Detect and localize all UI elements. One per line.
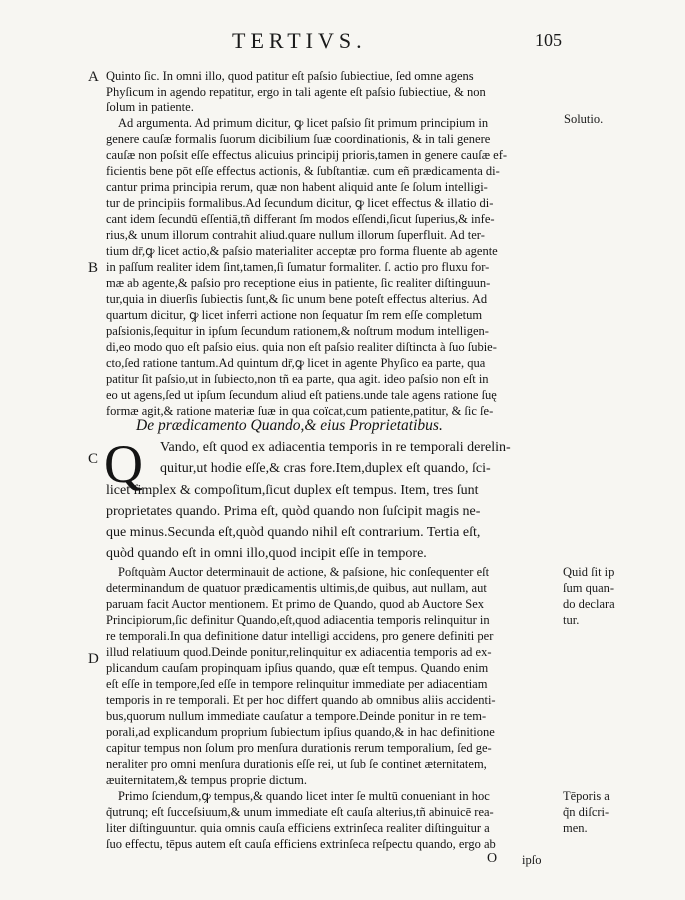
text-line: que minus.Secunda eſt,quòd quando nihil eſt contrarium. Tertia eſt, — [106, 525, 481, 540]
text-line: ficientis bene pōt eſſe effectus actionis, & ſubſtantiæ. cum eñ prædicamenta di- — [106, 164, 500, 178]
text-line: patitur ſit paſsio,ut in ſubiecto,non tñ ea parte, qua agit. ideo paſsio non eſt in — [106, 372, 489, 386]
text-line: licet ſimplex & compoſitum,ſicut duplex eſt tempus. Item, tres ſunt — [106, 483, 479, 498]
signature-mark: O — [487, 851, 498, 866]
section-heading: De prædicamento Quando,& eius Proprietatibus. — [136, 417, 443, 434]
text-line: quartum dicitur, ꝙ licet inferri actione non ſequatur ſm rem eſſe completum — [106, 308, 483, 322]
page-number: 105 — [535, 30, 562, 50]
text-line: Ad argumenta. Ad primum dicitur, ꝙ licet paſsio ſit primum principium in — [118, 116, 489, 130]
text-line: cant idem ſecundū eſſentiā,tñ differant ſm modos eſſendi,ſicut ſuperius,& infe- — [106, 212, 495, 226]
text-line: re temporali.In qua definitione datur intelligi accidens, pro genere definiti per — [106, 629, 494, 643]
text-line: rius,& unum illorum contrahit aliud.quare nullum illorum ſuperfluit. Ad ter- — [106, 228, 485, 242]
text-line: Quinto ſic. In omni illo, quod patitur eſt paſsio ſubiectiue, ſed omne agens — [106, 69, 474, 83]
text-line: paſsionis,ſequitur in ipſum ſecundum rationem,& noſtrum modum intelligen- — [106, 324, 489, 338]
text-line: ſolum in patiente. — [106, 100, 194, 114]
drop-cap-initial: Q — [104, 434, 143, 494]
section-marker-d: D — [88, 651, 99, 667]
text-line: cauſæ non poſsit eſſe effectus alicuius principij prioris,tamen in genere cauſæ ef- — [106, 148, 508, 162]
text-line: quòd quando eſt in omni illo,quod incipit eſſe in tempore. — [106, 546, 427, 561]
margin-note-line: Quid ſit ip — [563, 565, 615, 579]
margin-note-line: do declara — [563, 597, 615, 611]
text-line: Primo ſciendum,ꝙ tempus,& quando licet inter ſe multū conueniant in hoc — [118, 789, 490, 803]
text-line: proprietates quando. Prima eſt, quòd quando non ſuſcipit magis ne- — [106, 504, 481, 519]
text-line: Phyſicum in agendo repatitur, ergo in tali agente eſt paſsio ſubiectiue, & non — [106, 85, 486, 99]
section-marker-a: A — [88, 69, 99, 85]
text-line: Vando, eſt quod ex adiacentia temporis in re temporali derelin- — [160, 440, 511, 455]
text-line: determinandum de quatuor prædicamentis ultimis,de quibus, aut nullam, aut — [106, 581, 487, 595]
text-line: Principiorum,ſic definitur Quando,eſt,quod adiacentia temporis relinquitur in — [106, 613, 490, 627]
text-line: cto,ſed ratione tantum.Ad quintum dr̄,ꝙ licet in agente Phyſico ea parte, qua — [106, 356, 486, 370]
margin-note-line: men. — [563, 821, 588, 835]
text-line: genere cauſæ formalis ſuorum dicibilium ſuæ coordinationis, & in tali genere — [106, 132, 491, 146]
section-marker-b: B — [88, 260, 99, 276]
text-line: in paſſum realiter idem ſint,tamen,ſi ſumatur formaliter. ſ. actio pro fluxu for- — [106, 260, 490, 274]
catchword: ipſo — [522, 853, 542, 867]
text-line: Poſtquàm Auctor determinauit de actione, & paſsione, hic conſequenter eſt — [118, 565, 490, 579]
text-line: liter diſtinguuntur. quia omnis cauſa efficiens extrinſeca realiter diſtinguitur a — [106, 821, 490, 835]
text-line: di,eo modo quo eſt paſsio eius. quia non eſt paſsio realiter diſtincta à ſuo ſubie- — [106, 340, 497, 354]
text-line: q̃utrunq; eſt ſucceſsiuum,& unum immediate eſt cauſa alterius,tñ abinuicē rea- — [106, 805, 494, 819]
text-line: quitur,ut hodie eſſe,& cras fore.Item,duplex eſt quando, ſci- — [160, 461, 491, 476]
text-line: æuiternitatem,& tempus proprie dictum. — [106, 773, 308, 787]
text-line: ſuo effectu, tēpus autem eſt cauſa efficiens extrinſeca reſpectu quando, ergo ab — [106, 837, 496, 851]
text-line: formæ agit,& ratione materiæ ſuæ in qua coïcat,cum patiente,patitur, & ſic ſe- — [106, 404, 494, 418]
text-line: capitur tempus non ſolum pro menſura durationis rerum temporalium, ſed ge- — [106, 741, 492, 755]
section-marker-c: C — [88, 451, 99, 467]
text-line: cantur prima principia rerum, quæ non habent aliquid ante ſe ſolum intelligi- — [106, 180, 488, 194]
text-line: tium dr̄,ꝙ licet actio,& paſsio materialiter acceptæ pro forma fluente ab agente — [106, 244, 498, 258]
text-line: paruam facit Auctor mentionem. Et primo de Quando, quod ab Auctore Sex — [106, 597, 485, 611]
margin-note-line: ſum quan- — [563, 581, 615, 595]
text-line: temporis in re temporali. Et per hoc differt quando ab omnibus aliis accidenti- — [106, 693, 496, 707]
text-line: tur de principiis formalibus.Ad ſecundum dicitur, ꝙ licet effectus & illatio di- — [106, 196, 494, 210]
text-line: eſt eſſe in tempore,ſed eſſe in tempore relinquitur immediate per adiacentiam — [106, 677, 488, 691]
text-line: mæ ab agente,& paſsio pro receptione eius in patiente, ſic realiter diſtinguun- — [106, 276, 491, 290]
text-line: porali,ad explicandum proprium ſubiectum ipſius quando,& in hac definitione — [106, 725, 495, 739]
margin-note-line: q̃n diſcri- — [563, 805, 610, 819]
margin-note-solutio: Solutio. — [564, 112, 604, 126]
text-line: illud relatiuum quod.Deinde ponitur,relinquitur ex adiacentia temporis ad ex- — [106, 645, 492, 659]
running-header-title: TERTIVS. — [232, 28, 367, 53]
text-line: eo ut agens,ſed ut ipſum ſecundum aliud eſt patiens.unde tale agens ratione ſuę — [106, 388, 497, 402]
text-line: bus,quorum nullum immediate cauſatur a tempore.Deinde ponitur in re tem- — [106, 709, 487, 723]
text-line: tur,quia in diuerſis ſubiectis ſunt,& ſic unum bene poteſt effectus alterius. Ad — [106, 292, 488, 306]
margin-note-line: tur. — [563, 613, 580, 627]
text-line: plicandum cauſam propinquam ipſius quando, quæ eſt tempus. Quando enim — [106, 661, 489, 675]
margin-note-line: Tēporis a — [563, 789, 610, 803]
text-line: neraliter pro omni menſura durationis eſſe rei, ut ſub ſe continet æternitatem, — [106, 757, 487, 771]
